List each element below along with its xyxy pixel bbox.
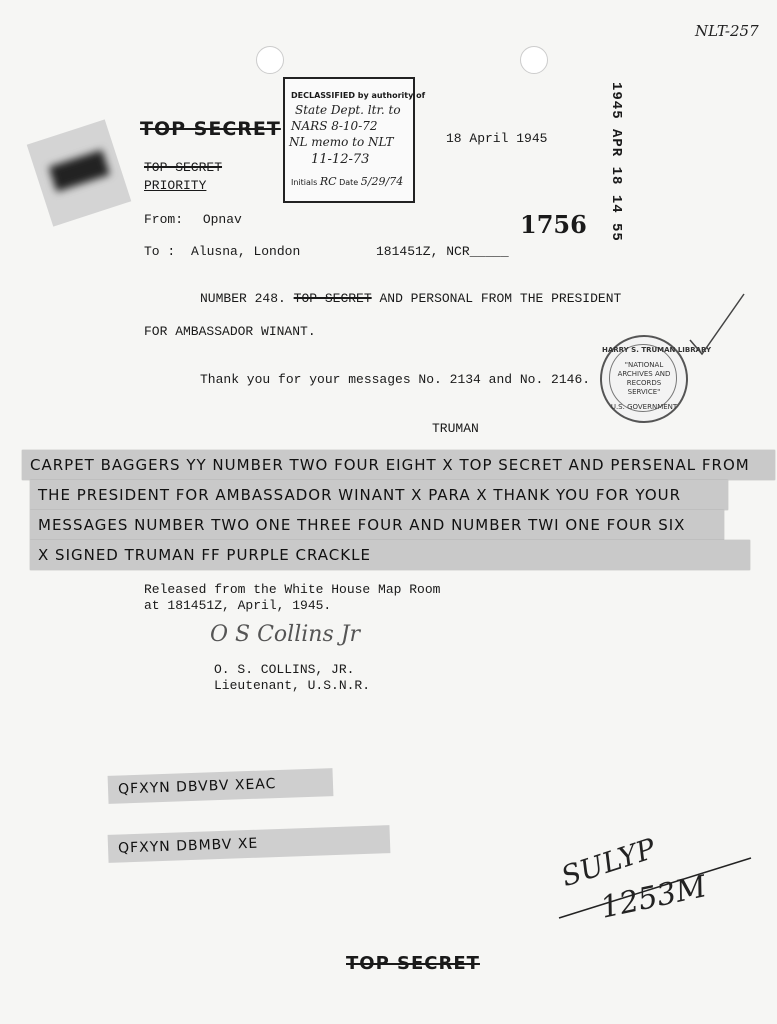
received-time-stamp: 1945 APR 18 14 55	[608, 82, 624, 242]
stamp-initials-label: Initials	[291, 178, 318, 187]
tape-strip-2: THE PRESIDENT FOR AMBASSADOR WINANT X PARA X THANK YOU FOR YOUR	[30, 480, 728, 510]
stamp-date-label: Date	[339, 178, 359, 187]
stamp-initials-value: RC	[319, 175, 337, 188]
taped-tag	[27, 119, 132, 226]
stamp-line-1: DECLASSIFIED by authority of	[291, 91, 426, 100]
document-date: 18 April 1945	[446, 131, 548, 146]
message-number: NUMBER 248.	[200, 291, 286, 306]
punch-hole-right	[520, 46, 548, 74]
tape-strip-3: MESSAGES NUMBER TWO ONE THREE FOUR AND NUMBER TWI ONE FOUR SIX	[30, 510, 724, 540]
corner-note: NLT-257	[695, 22, 759, 40]
seal-mid-1: "NATIONAL	[624, 361, 664, 369]
message-body: Thank you for your messages No. 2134 and No. 2146.	[200, 372, 591, 387]
from-label: From:	[144, 212, 184, 227]
code-label-1: QFXYN DBVBV XEAC	[108, 768, 334, 804]
classification-top: TOP SECRET	[140, 118, 281, 140]
stamp-line-2: State Dept. ltr. to	[295, 103, 401, 117]
seal-bottom: U.S. GOVERNMENT	[610, 403, 678, 411]
officer-handwritten-signature: O S Collins Jr	[210, 622, 361, 647]
to-line	[144, 244, 300, 259]
message-heading: AND PERSONAL FROM THE PRESIDENT	[379, 291, 622, 306]
code-label-2: QFXYN DBMBV XE	[108, 825, 391, 863]
stamp-date-value: 5/29/74	[360, 175, 404, 188]
date-time-group: 181451Z, NCR_____	[376, 244, 509, 259]
tape-strip-1: CARPET BAGGERS YY NUMBER TWO FOUR EIGHT X TOP SECRET AND PERSENAL FROM	[22, 450, 775, 480]
handwritten-note-2: 1253M	[597, 869, 710, 926]
handwritten-note-1: SULYP	[557, 831, 660, 894]
message-struck-classification: TOP SECRET	[293, 291, 372, 306]
seal-mid-3: RECORDS	[626, 379, 662, 387]
message-line-1	[200, 291, 621, 306]
seal-mid-4: SERVICE"	[627, 388, 661, 396]
release-line-2: at 181451Z, April, 1945.	[144, 598, 332, 613]
message-line-2: FOR AMBASSADOR WINANT.	[144, 324, 316, 339]
tape-strip-4: X SIGNED TRUMAN FF PURPLE CRACKLE	[30, 540, 750, 570]
serial-number: 1756	[520, 210, 587, 239]
punch-hole-left	[256, 46, 284, 74]
release-line-1: Released from the White House Map Room	[144, 582, 441, 597]
signature-truman: TRUMAN	[432, 421, 479, 436]
from-line	[144, 212, 242, 227]
officer-name: O. S. COLLINS, JR.	[214, 662, 355, 677]
stamp-line-5: 11-12-73	[311, 152, 370, 167]
officer-rank: Lieutenant, U.S.N.R.	[214, 678, 371, 693]
from-value: Opnav	[202, 212, 242, 227]
seal-mid-2: ARCHIVES AND	[617, 370, 671, 378]
to-label: To :	[144, 244, 176, 259]
archives-seal	[600, 335, 712, 423]
declassified-stamp	[283, 77, 426, 203]
stamp-footer	[291, 175, 403, 188]
seal-top: HARRY S. TRUMAN LIBRARY	[602, 346, 712, 354]
stamp-line-4: NL memo to NLT	[289, 135, 394, 149]
stamp-line-3: NARS 8-10-72	[291, 119, 378, 133]
priority-label: PRIORITY	[144, 178, 207, 193]
to-value: Alusna, London	[191, 244, 301, 259]
classification-small: TOP SECRET	[144, 160, 223, 175]
classification-bottom: TOP SECRET	[346, 953, 480, 974]
check-mark	[688, 290, 748, 360]
